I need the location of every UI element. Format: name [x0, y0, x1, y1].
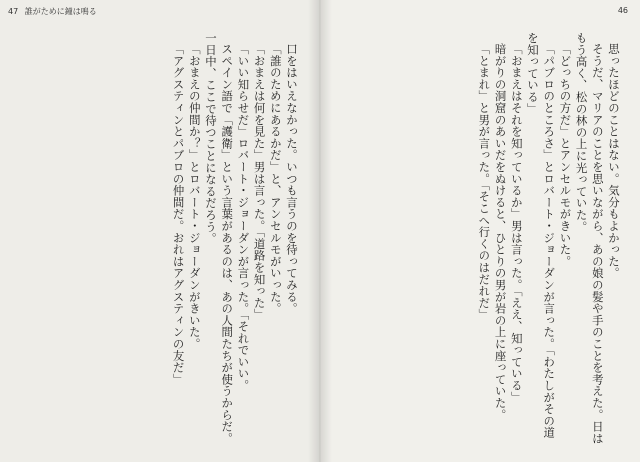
- page-body: [336, 32, 622, 447]
- paragraph: 思ったほどのことはない。気分もよかった。: [607, 43, 621, 280]
- running-title: 誰がために鐘は鳴る: [24, 7, 97, 16]
- paragraph: 「パブロのところさ」とロバート・ジョーダンが言った。「わたしがその道を知っている」: [525, 32, 557, 439]
- paragraph: 口をはいえなかった。いつも言うのを待ってみる。: [285, 43, 299, 315]
- paragraph: 「おまえは何を見た」男は言った。「道路を知った」: [252, 43, 267, 321]
- paragraph: そうだ、マリアのことを思いながら、あの娘の髪や手のことを考えた。日はもう高く、松の林の上に光っていた。: [574, 32, 605, 445]
- right-page: [320, 0, 640, 462]
- paragraph: スペイン語で「護衛」という言葉があるのは、あの人間たちが使うからだ。一日中、ここで待つことになるだろう。: [203, 32, 235, 445]
- page-number: 46: [617, 6, 628, 15]
- book-gutter: [308, 0, 332, 462]
- paragraph: 「おまえはそれを知っているか」男は言った。「ええ、知っている」: [509, 43, 524, 404]
- page-body: [22, 32, 300, 447]
- paragraph: 「いい知らせだ」ロバート・ジョーダンが言った。「それでいい。: [236, 43, 251, 392]
- paragraph: 「誰のためにあるかだ」と、アンセルモがいった。: [268, 43, 283, 315]
- paragraph: 「どっちの方だ」とアンセルモがきいた。: [558, 43, 573, 268]
- page-number: 47: [8, 7, 19, 16]
- paragraph: 「とまれ」と男が言った。「そこへ行くのはだれだ」: [477, 43, 492, 321]
- running-header: [8, 6, 97, 17]
- paragraph: 「おまえの仲間か？」とロバート・ジョーダンがきいた。: [187, 43, 202, 351]
- paragraph: 暗がりの洞窟のあいだをぬけると、ひとりの男が岩の上に座っていた。: [493, 43, 508, 421]
- paragraph: 「アグスティンとパブロの仲間だ。おれはアグスティンの友だ」: [171, 43, 186, 386]
